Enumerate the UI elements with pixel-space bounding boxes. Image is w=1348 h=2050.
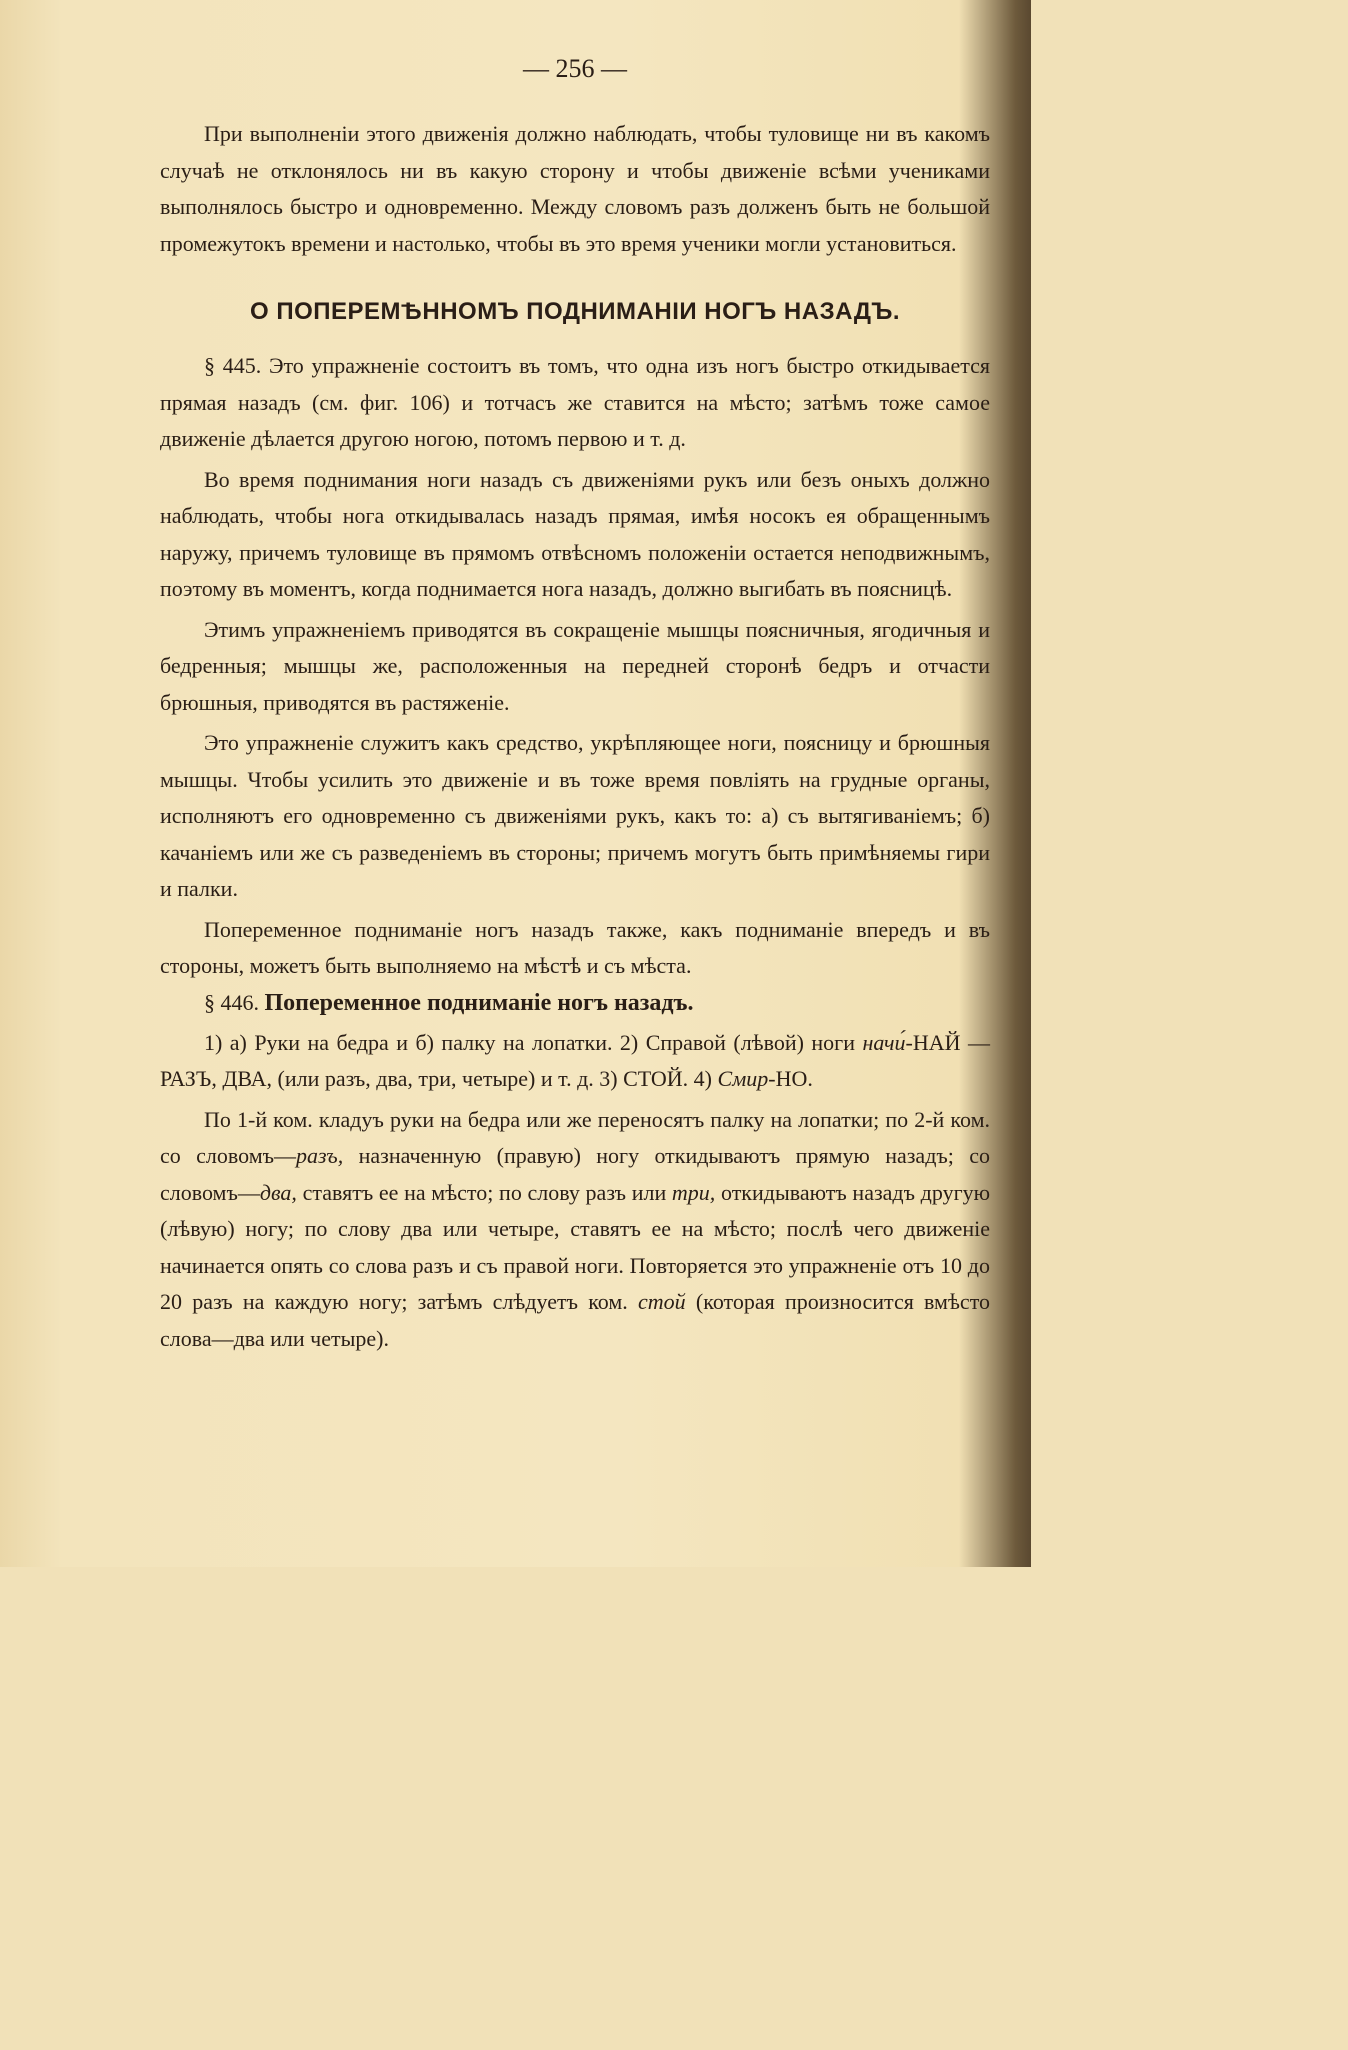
paragraph-variants: Попеременное подниманіе ногъ назадъ также, какъ подниманіе впередъ и въ стороны, можетъ быть выполняемо на мѣстѣ и съ мѣста. [160, 916, 990, 978]
paragraph-intro: При выполненіи этого движенія должно наблюдать, чтобы туловище ни въ какомъ случаѣ не отклонялось ни въ какую сторону и чтобы движеніе всѣми учениками выполнялось быстро и одновременно. Между словомъ разъ долженъ быть не большой промежутокъ времени и настолько, чтобы въ это время ученики могли установиться. [160, 121, 990, 256]
subsection-title: Попеременное подниманіе ногъ назадъ. [264, 989, 694, 1016]
exec-italic-h: стой [638, 1289, 686, 1314]
cmd-italic-b: начи́- [862, 1029, 913, 1055]
paragraph-execution [160, 1102, 990, 1358]
paragraph-commands [160, 1025, 990, 1098]
section-heading: О ПОПЕРЕМѢННОМЪ ПОДНИМАНІИ НОГЪ НАЗАДЪ. [250, 298, 900, 325]
subsection-number: § 446. [204, 989, 259, 1015]
subsection-446 [160, 985, 990, 1021]
page-content [160, 54, 990, 1357]
cmd-text-a: 1) а) Руки на бедра и б) палку на лопатки. 2) Справой (лѣвой) ноги [204, 1029, 855, 1055]
paragraph-purpose: Это упражненіе служитъ какъ средство, укрѣпляющее ноги, поясницу и брюшныя мышцы. Чтобы усилить это движеніе и въ тоже время повліять на грудные органы, исполняютъ его одновременно съ движеніями рукъ, какъ то: а) съ вытягиваніемъ; б) качаніемъ или же съ разведеніемъ въ стороны; причемъ могутъ быть примѣняемы гири и палки. [160, 730, 990, 901]
exec-text-c: назначенную (правую) ногу откидываютъ прямую назадъ; со словомъ— [160, 1143, 991, 1205]
page-number: — 256 — [523, 54, 627, 83]
exec-text-g: откидываютъ назадъ другую (лѣвую) ногу; по слову два или четыре, ставятъ ее на мѣсто; послѣ чего движеніе начинается опять со слова разъ и съ правой ноги. Повторяется это упражненіе отъ 10 до 20 разъ на каждую ногу; затѣмъ слѣдуетъ ком. [160, 1179, 991, 1314]
paragraph-muscles: Этимъ упражненіемъ приводятся въ сокращеніе мышцы поясничныя, ягодичныя и бедренныя; мышцы же, расположенныя на передней сторонѣ бедръ и отчасти брюшныя, приводятся въ растяженіе. [160, 616, 990, 715]
exec-text-a: По 1-й ком. кладуъ руки на бедра или же переносятъ палку на лопатки; по 2-й ком. со словомъ— [160, 1106, 990, 1168]
cmd-text-e: НО. [775, 1066, 813, 1091]
exec-text-i: (которая произносится вмѣсто слова—два или четыре). [160, 1289, 991, 1351]
exec-italic-d: два, [259, 1179, 297, 1205]
exec-italic-b: разъ, [296, 1143, 344, 1168]
exec-text-e: ставятъ ее на мѣсто; по слову разъ или [302, 1179, 667, 1205]
cmd-italic-d: Смир- [717, 1066, 776, 1091]
exec-italic-f: три, [671, 1179, 716, 1205]
cmd-text-c: НАЙ — РАЗЪ, ДВА, (или разъ, два, три, четыре) и т. д. 3) СТОЙ. 4) [160, 1029, 991, 1091]
paragraph-observe: Во время поднимания ноги назадъ съ движеніями рукъ или безъ оныхъ должно наблюдать, чтобы нога откидывалась назадъ прямая, имѣя носокъ ея обращеннымъ наружу, причемъ туловище въ прямомъ отвѣсномъ положеніи остается неподвижнымъ, поэтому въ моментъ, когда поднимается нога назадъ, должно выгибать въ поясницѣ. [160, 466, 990, 601]
paragraph-445: § 445. Это упражненіе состоитъ въ томъ, что одна изъ ногъ быстро откидывается прямая назадъ (см. фиг. 106) и тотчасъ же ставится на мѣсто; затѣмъ тоже самое движеніе дѣлается другою ногою, потомъ первою и т. д. [160, 353, 990, 451]
